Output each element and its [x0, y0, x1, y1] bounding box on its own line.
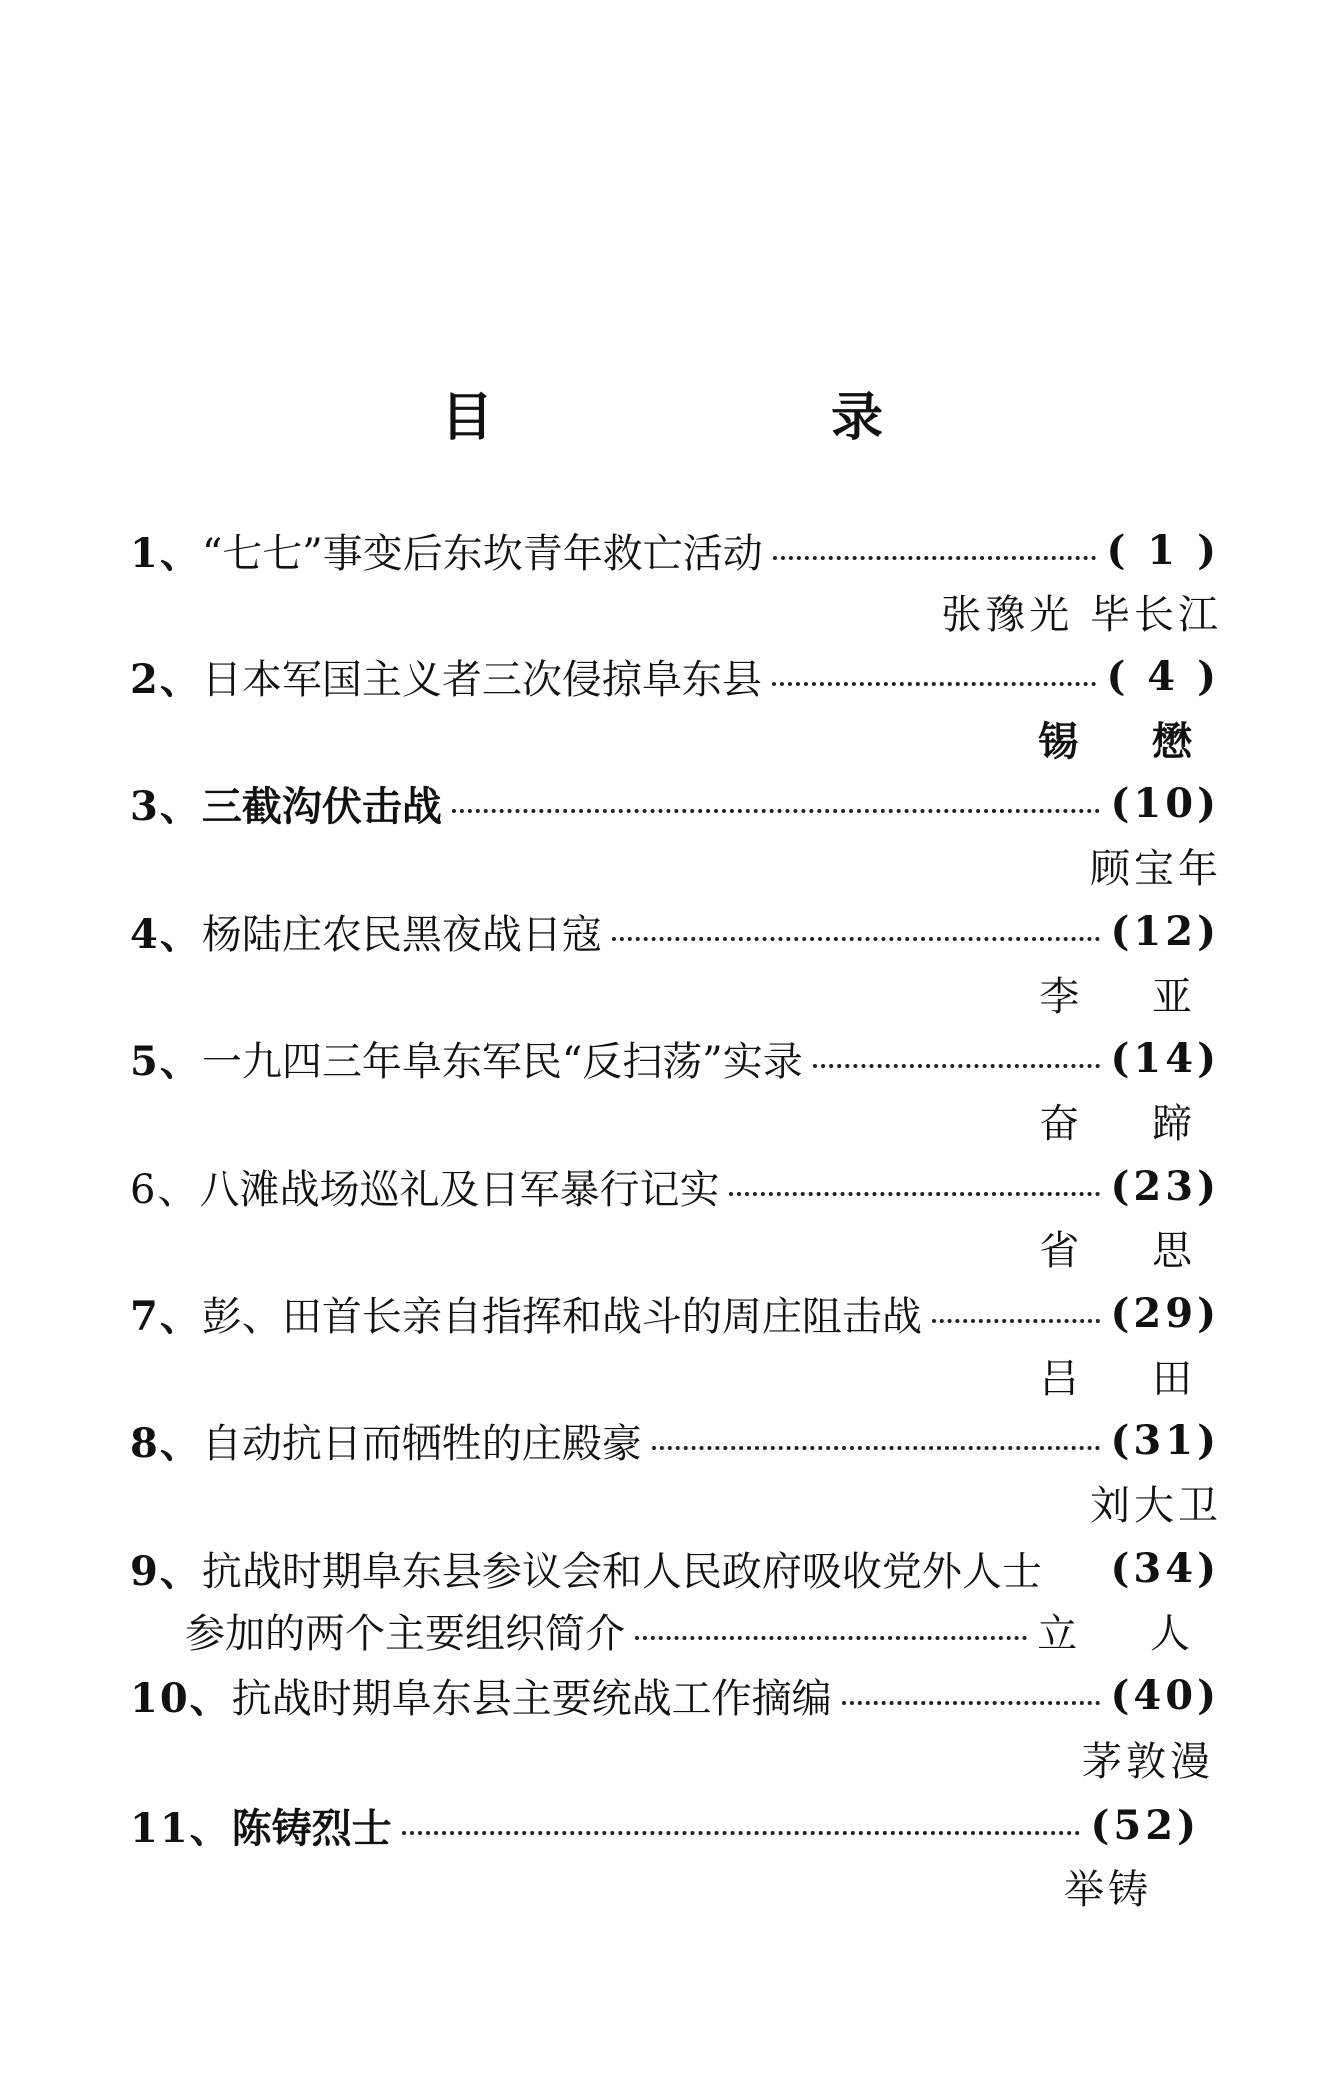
entry-author: 张豫光 毕长江	[941, 592, 1222, 638]
entry-page: (10)	[1110, 779, 1220, 827]
toc-entry-8	[130, 1412, 1220, 1468]
entry-author: 省 思	[1039, 1228, 1222, 1274]
entry-number: 11、	[130, 1804, 232, 1852]
entry-number: 6、	[130, 1166, 200, 1213]
entry-page: (12)	[1110, 907, 1220, 955]
entry-author: 李 亚	[1039, 974, 1222, 1020]
toc-entry-5	[130, 1030, 1220, 1086]
entry-number: 8、	[130, 1419, 202, 1467]
entry-page: ( 4 )	[1106, 652, 1220, 700]
entry-author: 吕 田	[1039, 1356, 1222, 1402]
entry-title: 抗战时期阜东县参议会和人民政府吸收党外人士	[201, 1548, 1042, 1595]
dot-leader	[612, 937, 1101, 941]
page-title: 目 录	[440, 387, 1044, 448]
entry-number: 5、	[130, 1037, 202, 1085]
entry-title: 陈铸烈士	[231, 1804, 392, 1852]
toc-entry-4	[130, 903, 1220, 959]
dot-leader	[652, 1446, 1101, 1450]
toc-entry-2	[130, 648, 1220, 704]
entry-author: 刘大卫	[1090, 1483, 1222, 1529]
dot-leader	[842, 1701, 1101, 1705]
entry-page: (14)	[1110, 1034, 1220, 1082]
entry-title: “七七”事变后东坎青年救亡活动	[201, 530, 763, 577]
entry-number: 7、	[130, 1292, 202, 1340]
entry-author: 锡 懋	[1038, 718, 1222, 765]
dot-leader	[772, 682, 1097, 686]
entry-author: 顾宝年	[1090, 846, 1222, 892]
toc-entry-7	[130, 1285, 1220, 1341]
entry-number: 10、	[130, 1674, 232, 1722]
entry-page: (40)	[1110, 1671, 1220, 1719]
entry-number: 3、	[130, 782, 202, 830]
entry-title: 彭、田首长亲自指挥和战斗的周庄阻击战	[201, 1293, 922, 1340]
toc-entry-6	[130, 1158, 1220, 1214]
dot-leader	[773, 556, 1097, 560]
entry-author: 举铸	[1064, 1867, 1152, 1913]
entry-title: 杨陆庄农民黑夜战日寇	[201, 911, 602, 958]
entry-number: 9、	[130, 1547, 202, 1595]
entry-title: 自动抗日而牺牲的庄殿豪	[201, 1420, 642, 1467]
toc-entry-10	[130, 1667, 1220, 1723]
entry-number: 1、	[130, 529, 202, 577]
entry-title: 日本军国主义者三次侵掠阜东县	[201, 656, 762, 703]
entry-page: (23)	[1110, 1162, 1220, 1210]
entry-page: ( 1 )	[1106, 526, 1220, 574]
entry-author: 奋 蹄	[1039, 1101, 1222, 1147]
toc-entry-11	[130, 1797, 1200, 1853]
entry-title: 一九四三年阜东军民“反扫荡”实录	[201, 1038, 803, 1085]
entry-title: 三截沟伏击战	[201, 782, 442, 830]
dot-leader	[729, 1192, 1100, 1196]
entry-number: 2、	[130, 655, 202, 703]
entry-page: (31)	[1110, 1416, 1220, 1464]
entry-title: 抗战时期阜东县主要统战工作摘编	[231, 1675, 832, 1722]
toc-entry-9-continuation	[185, 1602, 1220, 1658]
dot-leader	[402, 1831, 1081, 1835]
toc-entry-9	[130, 1540, 1220, 1596]
entry-page: (34)	[1110, 1544, 1220, 1592]
toc-entry-3	[130, 775, 1220, 831]
entry-number: 4、	[130, 910, 202, 958]
dot-leader	[813, 1064, 1101, 1068]
dot-leader	[635, 1636, 1027, 1640]
entry-title: 八滩战场巡礼及日军暴行记实	[199, 1166, 720, 1213]
dot-leader	[452, 809, 1101, 813]
entry-title-continuation: 参加的两个主要组织简介	[185, 1610, 625, 1657]
entry-author: 茅敦漫	[1082, 1739, 1214, 1785]
entry-page: (52)	[1090, 1801, 1200, 1849]
toc-entry-1	[130, 522, 1220, 578]
dot-leader	[932, 1319, 1101, 1323]
entry-page: (29)	[1110, 1289, 1220, 1337]
entry-author: 立 人	[1037, 1610, 1220, 1657]
